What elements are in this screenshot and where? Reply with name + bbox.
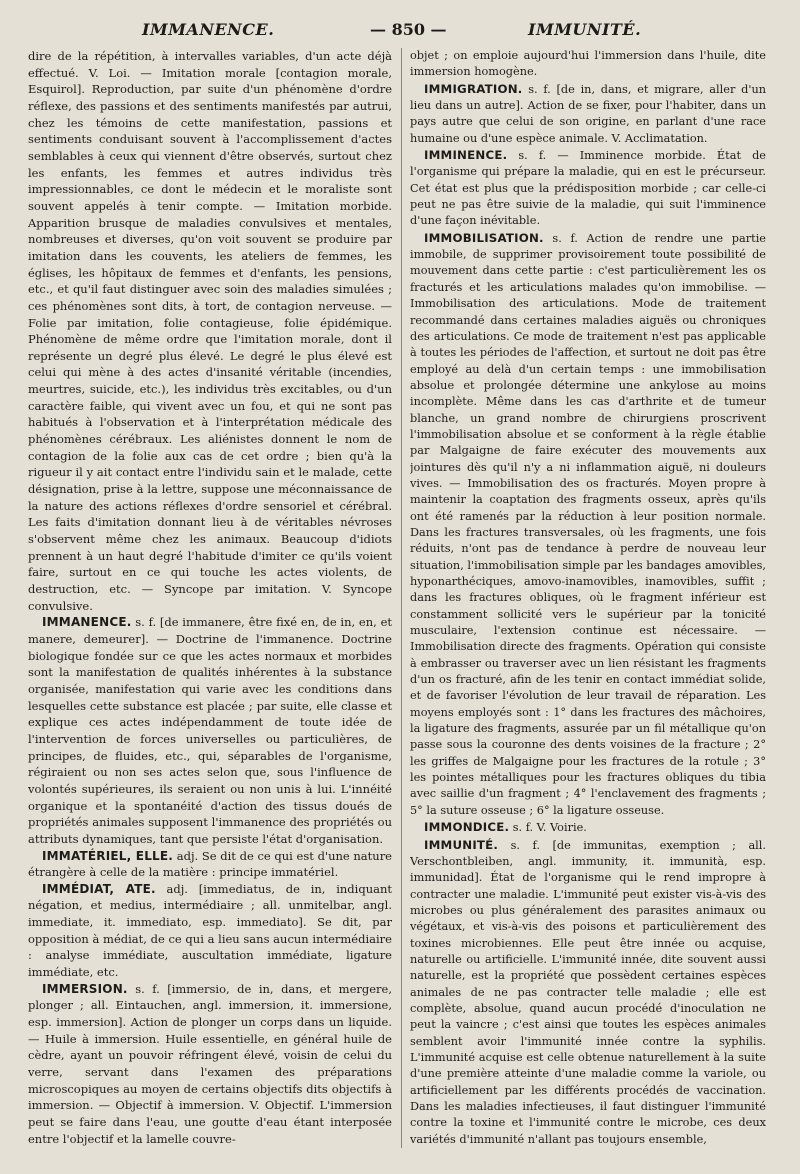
entry-headword: IMMINENCE.	[424, 148, 508, 163]
entry-text: s. f. [de in, dans, et migrare, aller d'un lieu dans un autre]. Action de se fixer, pour l'habiter, dans un pays autre que celui de son origine, en parlant d'une race humaine ou d'une espèce animale. V. Acclimatation.	[410, 82, 766, 145]
entry-text: s. f. [de immunitas, exemption ; all. Verschontbleiben, angl. immunity, it. immunità, esp. immunidad]. État de l'organisme qui le rend impropre à contracter une maladie. L'immunité peut exister vis-à-vis des microbes ou plus généralement des parasites animaux ou végétaux, et vis-à-vis des poisons et particulièrement des toxines microbiennes. Elle peut être innée ou acquise, naturelle ou artificielle. L'immunité innée, dite souvent aussi naturelle, est la propriété que possèdent certaines espèces animales de ne pas contracter telle maladie ; elle est complète, absolue, quand aucun procédé d'inoculation ne peut la vaincre ; c'est ainsi que toutes les espèces animales semblent avoir l'immunité innée contre la syphilis. L'immunité acquise est celle obtenue naturellement à la suite d'une première atteinte d'une maladie comme la variole, ou artificiellement par les différents procédés de vaccination. Dans les maladies infectieuses, il faut distinguer l'immunité contre la toxine et l'immunité contre le microbe, ces deux variétés d'immunité n'allant pas toujours ensemble,	[410, 838, 766, 1146]
entry-headword: IMMANENCE.	[42, 615, 132, 630]
entry-paragraph	[410, 230, 766, 819]
entry-paragraph	[28, 981, 392, 1148]
entry-paragraph	[410, 48, 766, 81]
entry-text: dire de la répétition, à intervalles variables, d'un acte déjà effectué. V. Loi. — Imitation morale [contagion morale, Esquirol]. Reproduction, par suite d'un phénomène d'ordre réflexe, des passions et des sentiments manifestés par autrui, chez les témoins de cette manifestation, passions et sentiments conduisant souvent à l'accomplissement d'actes semblables à ceux qui viennent d'être observés, surtout chez les enfants, les femmes et autres individus très impressionnables, ce dont le médecin et le moraliste sont souvent appelés à tenir compte. — Imitation morbide. Apparition brusque de maladies convulsives et mentales, nombreuses et diverses, qu'on voit souvent se produire par imitation dans les couvents, les ateliers de femmes, les églises, les hôpitaux de femmes et d'enfants, les pensions, etc., et qu'il faut distinguer avec soin des maladies simulées ; ces phénomènes sont dits, à tort, de contagion nerveuse. — Folie par imitation, folie contagieuse, folie épidémique. Phénomène de même ordre que l'imitation morale, dont il représente un degré plus élevé. Le degré le plus élevé est celui qui mène à des actes d'insanité véritable (incendies, meurtres, suicide, etc.), les individus très excitables, ou d'un caractère faible, qui vivent avec un fou, et qui ne sont pas habitués à l'observation et à l'interprétation médicale des phénomènes cérébraux. Les aliénistes donnent le nom de contagion de la folie aux cas de cet ordre ; bien qu'à la rigueur il y ait contact entre l'individu sain et le malade, cette désignation, prise à la lettre, suppose une méconnaissance de la nature des actions réflexes d'ordre sensoriel et cérébral. Les faits d'imitation donnant lieu à de véritables névroses s'observent même chez les animaux. Beaucoup d'idiots prennent à un haut degré l'habitude d'imiter ce qu'ils voient faire, surtout en ce qui touche les actes violents, de destruction, etc. — Syncope par imitation. V. Syncope convulsive.	[28, 49, 392, 613]
entry-headword: IMMÉDIAT, ATE.	[42, 881, 156, 896]
entry-text: adj. [immediatus, de in, indiquant négation, et medius, intermédiaire ; all. unmitelbar, angl. immediate, it. immediato, esp. immediato]. Se dit, par opposition à médiat, de ce qui a lieu sans aucun intermédiaire : analyse immédiate, auscultation immédiate, ligature immédiate, etc.	[28, 881, 392, 980]
entry-paragraph	[28, 881, 392, 981]
entry-headword: IMMIGRATION.	[424, 81, 523, 96]
entry-paragraph	[28, 848, 392, 881]
entry-paragraph	[28, 48, 392, 614]
header-left-guide-word: IMMANENCE.	[142, 20, 275, 39]
entry-paragraph	[410, 81, 766, 147]
entry-text: s. f. V. Voirie.	[509, 821, 587, 835]
entry-text: objet ; on emploie aujourd'hui l'immersion dans l'huile, dite immersion homogène.	[410, 49, 766, 79]
entry-headword: IMMERSION.	[42, 981, 128, 996]
right-column	[410, 48, 766, 1164]
entry-paragraph	[28, 614, 392, 847]
entry-text: s. f. — Imminence morbide. État de l'organisme qui prépare la maladie, qui en est le précurseur. Cet état est plus que la prédisposition morbide ; car celle-ci peut ne pas être suivie de la maladie, qui suit l'imminence d'une façon inévitable.	[410, 149, 766, 228]
entry-paragraph	[410, 147, 766, 230]
entry-text: s. f. [immersio, de in, dans, et mergere, plonger ; all. Eintauchen, angl. immersion, it. immersione, esp. immersion]. Action de plonger un corps dans un liquide. — Huile à immersion. Huile essentielle, en général huile de cèdre, ayant un pouvoir réfringent élevé, voisin de celui du verre, servant dans l'examen des préparations microscopiques au moyen de certains objectifs dits objectifs à immersion. — Objectif à immersion. V. Objectif. L'immersion peut se faire dans l'eau, une goutte d'eau étant interposée entre l'objectif et la lamelle couvre-	[28, 981, 392, 1146]
left-column	[28, 48, 392, 1164]
entry-headword: IMMONDICE.	[424, 820, 510, 835]
page-number: — 850 —	[370, 20, 447, 39]
entry-text: s. f. Action de rendre une partie immobile, de supprimer provisoirement toute possibilité de mouvement dans cette partie : c'est particulièrement les os fracturés et les articulations malades qu'on immobilise. — Immobilisation des articulations. Mode de traitement recommandé dans certaines maladies aiguës ou chroniques des articulations. Ce mode de traitement n'est pas applicable à toutes les périodes de l'affection, et surtout ne doit pas être employé au delà d'un certain temps : une immobilisation absolue et prolongée détermine une ankylose au moins incomplète. Même dans les cas d'arthrite et de tumeur blanche, un grand nombre de chirurgiens proscrivent l'immobilisation absolue et se conforment à la règle établie par Malgaigne de faire exécuter des mouvements aux jointures dès qu'il n'y a ni inflammation aiguë, ni douleurs vives. — Immobilisation des os fracturés. Moyen propre à maintenir la coaptation des fragments osseux, après qu'ils ont été ramenés par la réduction à leur position normale. Dans les fractures transversales, où les fragments, une fois réduits, n'ont pas de tendance à perdre de nouveau leur situation, l'immobilisation simple par les bandages amovibles, hyponarthéciques, amovo-inamovibles, inamovibles, suffit ; dans les fractures obliques, où le fragment inférieur est constamment sollicité vers le supérieur par la tonicité musculaire, l'extension continue est nécessaire. — Immobilisation directe des fragments. Opération qui consiste à embrasser ou traverser avec un lien résistant les fragments d'un os fracturé, afin de les tenir en contact immédiat solide, et de favoriser l'évolution de leur travail de réparation. Les moyens employés sont : 1° dans les fractures des mâchoires, la ligature des fragments, assurée par un fil métallique qu'on passe sous la couronne des dents voisines de la fracture ; 2° les griffes de Malgaigne pour les fractures de la rotule ; 3° les pointes métalliques pour les fractures obliques du tibia avec saillie d'un fragment ; 4° l'enclavement des fragments ; 5° la suture osseuse ; 6° la ligature osseuse.	[410, 231, 766, 817]
entry-headword: IMMATÉRIEL, ELLE.	[42, 848, 174, 863]
header-right-guide-word: IMMUNITÉ.	[528, 20, 642, 39]
entry-text: adj. Se dit de ce qui est d'une nature étrangère à celle de la matière : principe immatériel.	[28, 848, 392, 880]
running-header	[0, 20, 800, 46]
entry-paragraph	[410, 819, 766, 836]
entry-paragraph	[410, 837, 766, 1149]
entry-headword: IMMOBILISATION.	[424, 230, 544, 245]
entry-text: s. f. [de immanere, être fixé en, de in, en, et manere, demeurer]. — Doctrine de l'immanence. Doctrine biologique fondée sur ce que les actes normaux et morbides sont la manifestation de qualités inhérentes à la substance organisée, manifestation qui varie avec les conditions dans lesquelles cette substance est placée ; par suite, elle classe et explique ces actes indépendamment de toute idée de l'intervention de forces universelles ou particulières, de principes, de fluides, etc., qui, séparables de l'organisme, régiraient ou non ses actes selon que, sous l'influence de volontés supérieures, ils seraient ou non unis à lui. L'innéité organique et la spontanéité d'action des tissus doués de propriétés animales supposent l'immanence des propriétés ou attributs dynamiques, tant que persiste l'état d'organisation.	[28, 615, 392, 846]
column-divider	[401, 48, 402, 1148]
entry-headword: IMMUNITÉ.	[424, 837, 499, 852]
